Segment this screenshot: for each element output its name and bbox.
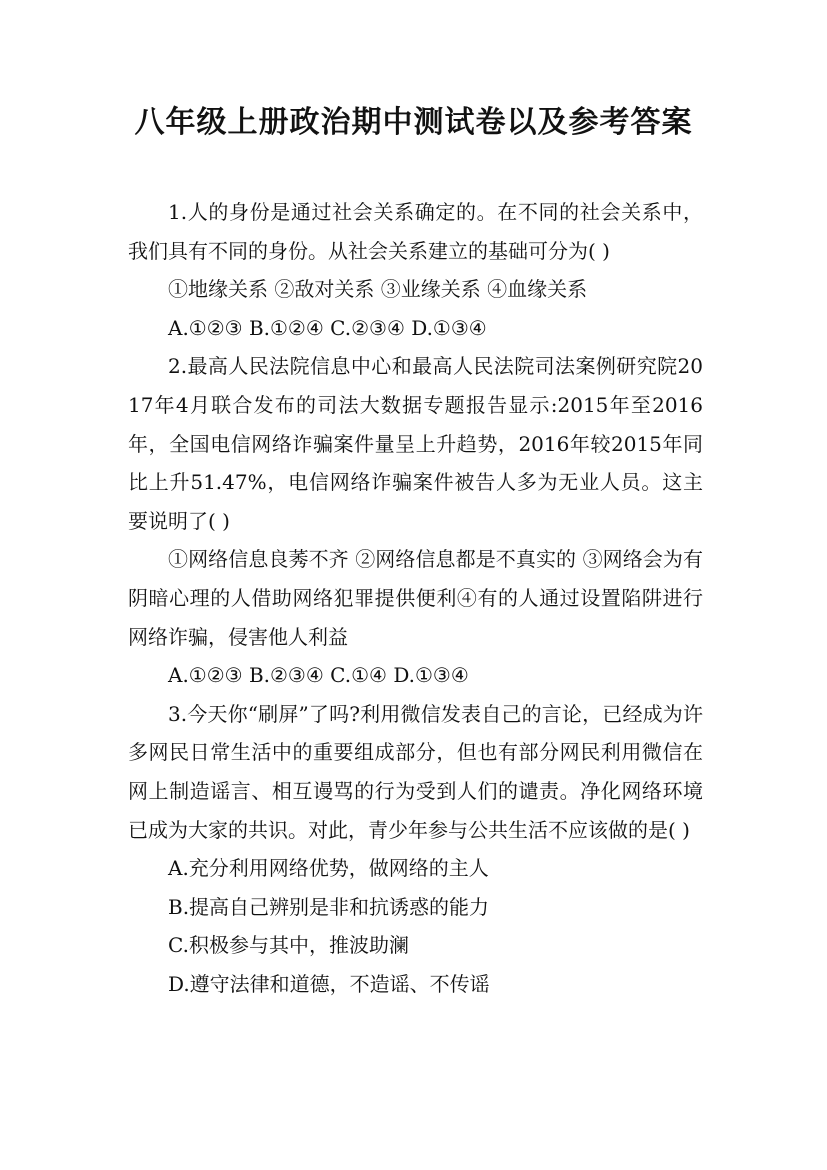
question-3-stem: 3.今天你“刷屏”了吗?利用微信发表自己的言论，已经成为许多网民日常生活中的重要组成部分，但也有部分网民利用微信在网上制造谣言、相互谩骂的行为受到人们的谴责。净化网络环境已成为大家的共识。对此，青少年参与公共生活不应该做的是( ) [128, 701, 703, 842]
question-1-stem: 1.人的身份是通过社会关系确定的。在不同的社会关系中，我们具有不同的身份。从社会关系建立的基础可分为( ) [128, 200, 703, 263]
document-body [128, 193, 703, 1003]
question-3-option-a: A.充分利用网络优势，做网络的主人 [168, 856, 489, 881]
question-2-stem: 2.最高人民法院信息中心和最高人民法院司法案例研究院2017年4月联合发布的司法大数据专题报告显示:2015年至2016年，全国电信网络诈骗案件量呈上升趋势，2016年较2015年同比上升51.47%，电信网络诈骗案件被告人多为无业人员。这主要说明了( ) [128, 354, 703, 533]
question-1-statements: ①地缘关系 ②敌对关系 ③业缘关系 ④血缘关系 [168, 277, 588, 302]
question-2-options: A.①②③ B.②③④ C.①④ D.①③④ [168, 663, 469, 688]
question-3-option-b: B.提高自己辨别是非和抗诱惑的能力 [168, 894, 490, 919]
document-title: 八年级上册政治期中测试卷以及参考答案 [134, 105, 693, 140]
question-2-statements: ①网络信息良莠不齐 ②网络信息都是不真实的 ③网络会为有阴暗心理的人借助网络犯罪提供便利④有的人通过设置陷阱进行网络诈骗，侵害他人利益 [128, 547, 703, 649]
question-1-options: A.①②③ B.①②④ C.②③④ D.①③④ [168, 315, 487, 340]
question-3-option-c: C.积极参与其中，推波助澜 [168, 933, 409, 958]
question-3-option-d: D.遵守法律和道德，不造谣、不传谣 [168, 971, 490, 996]
